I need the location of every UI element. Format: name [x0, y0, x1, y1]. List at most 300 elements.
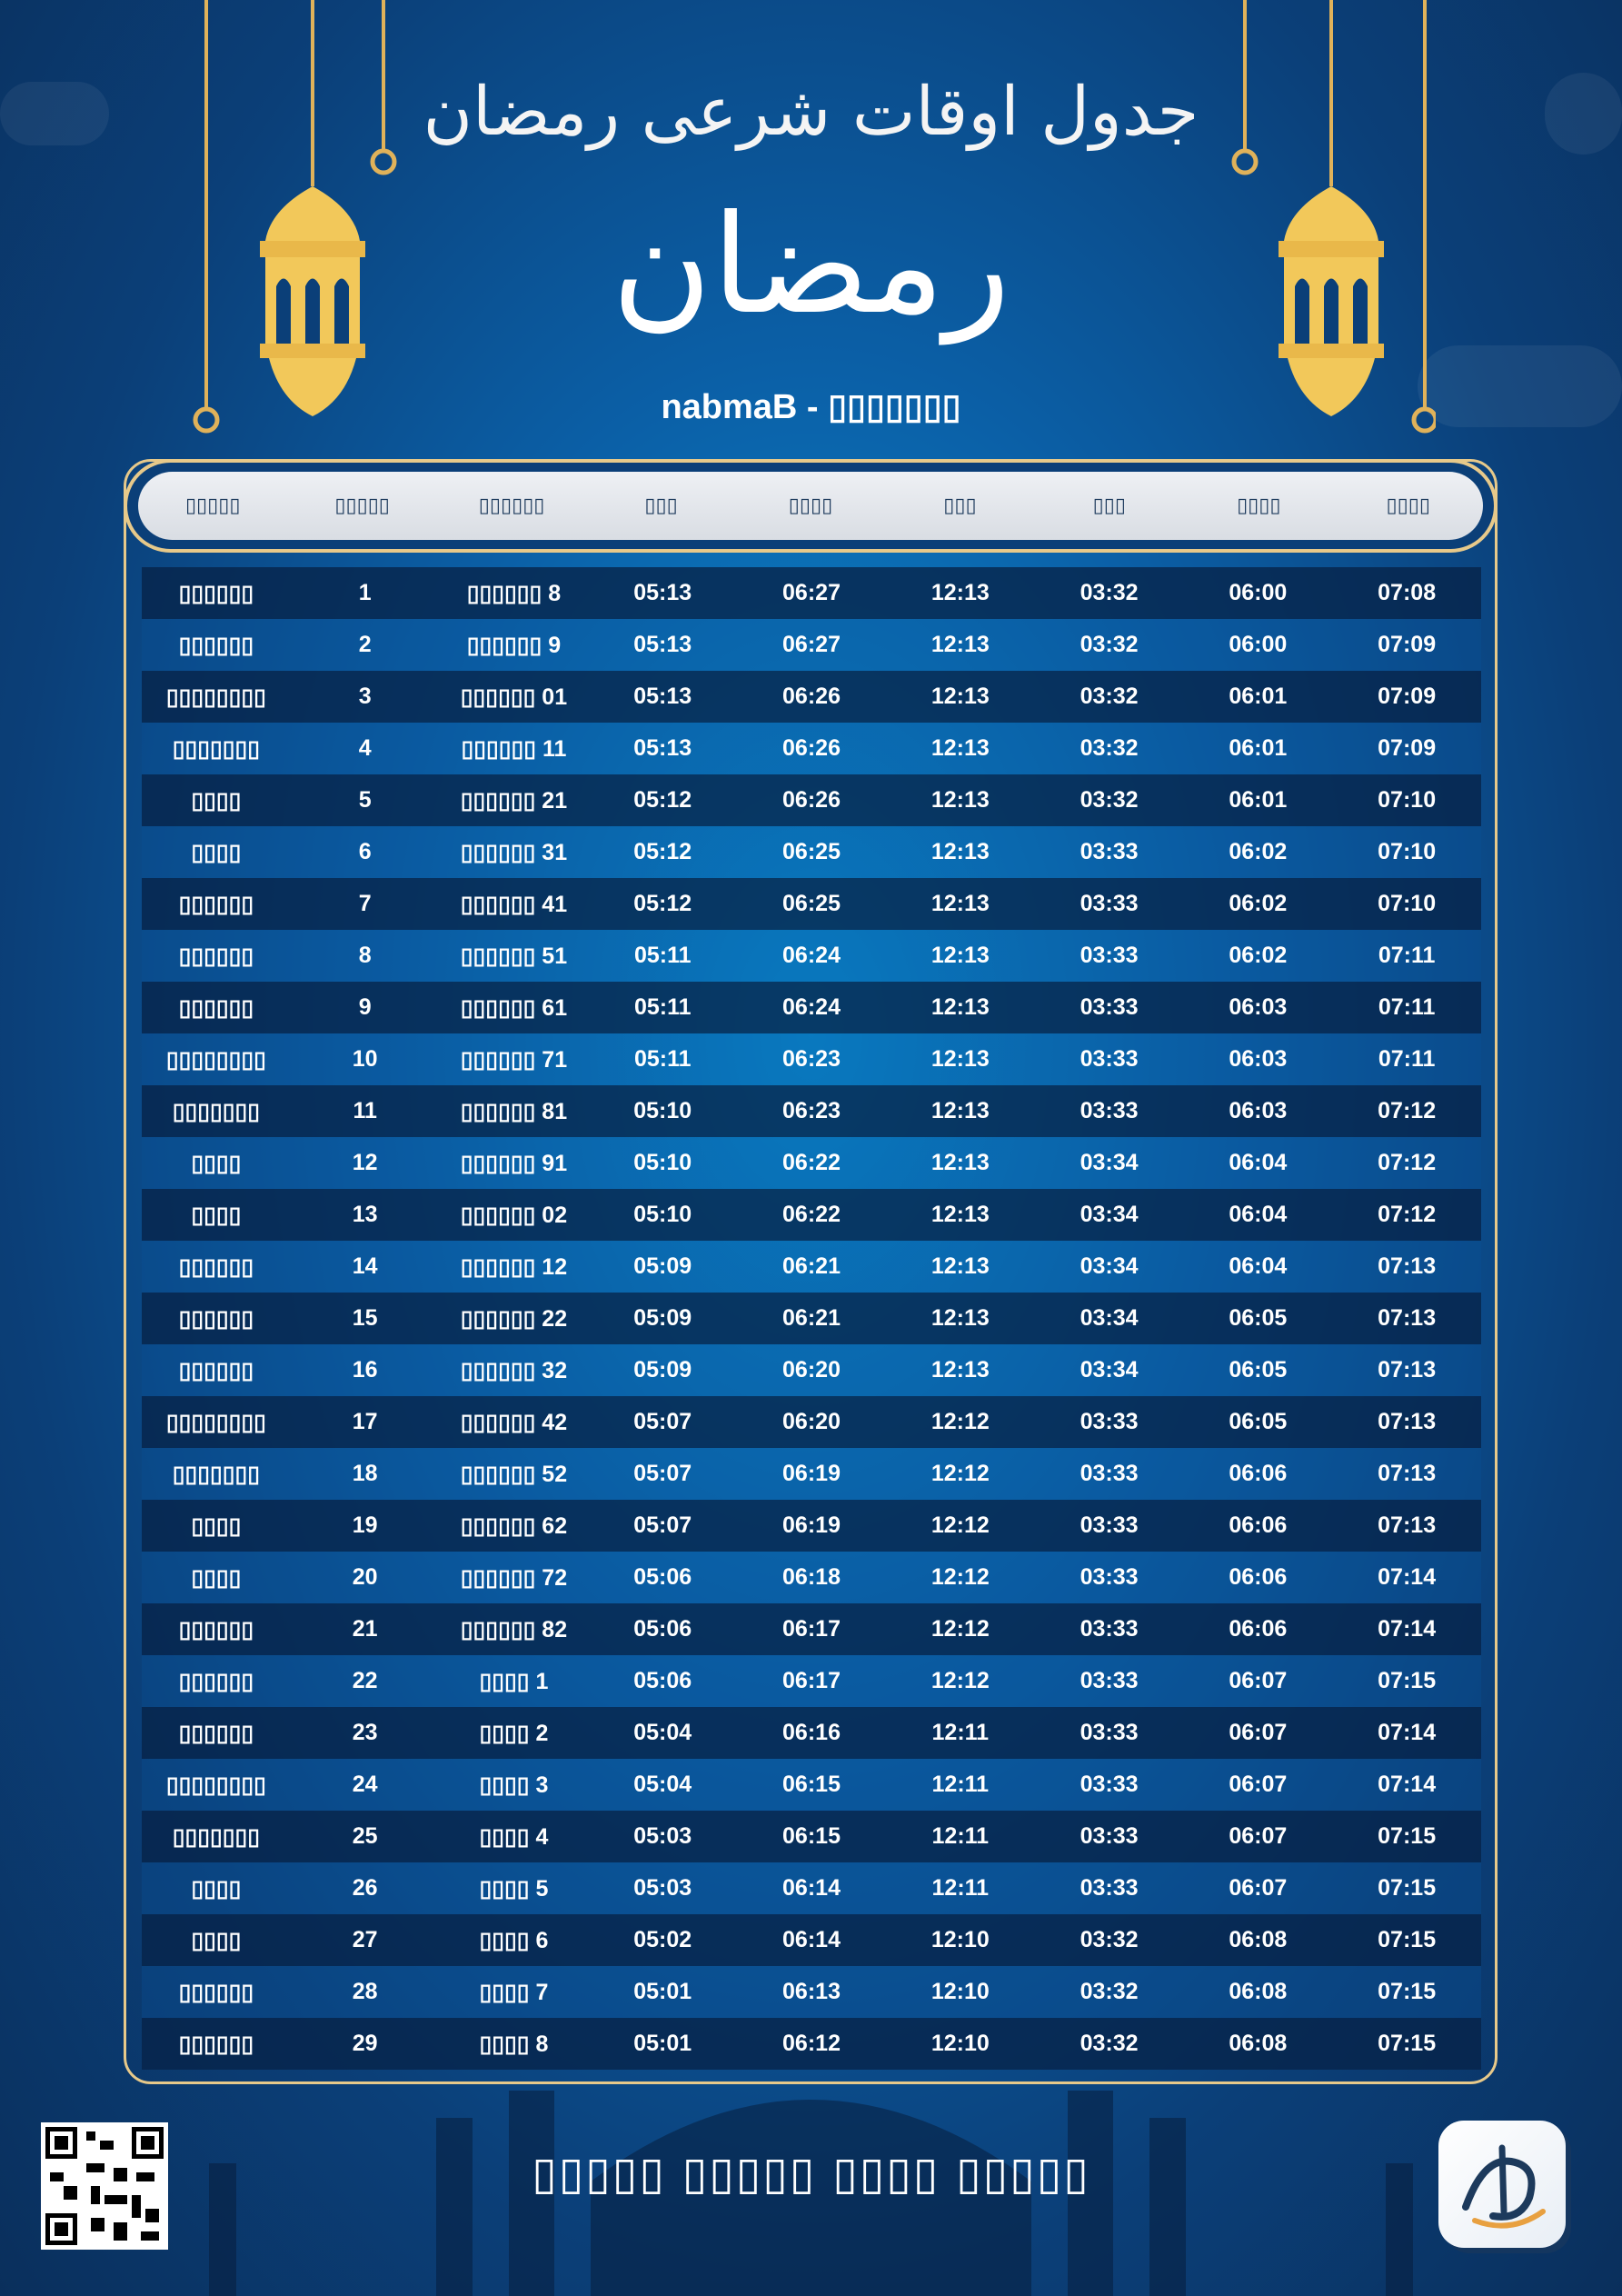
table-cell: ▯▯▯▯ 5 — [479, 1875, 549, 1902]
table-cell: ▯▯▯▯▯▯ 72 — [460, 1564, 568, 1591]
table-cell: 05:13 — [633, 735, 692, 761]
table-cell: ▯▯▯▯▯▯ 41 — [460, 891, 568, 917]
table-cell: 06:25 — [782, 891, 841, 916]
table-cell: 06:07 — [1229, 1720, 1288, 1745]
table-cell: 06:02 — [1229, 891, 1288, 916]
table-cell: 05:12 — [633, 891, 692, 916]
table-cell: 06:17 — [782, 1668, 841, 1693]
table-cell: 14 — [352, 1253, 378, 1279]
table-cell: 06:05 — [1229, 1357, 1288, 1383]
table-cell: 06:07 — [1229, 1668, 1288, 1693]
table-row — [142, 1862, 1481, 1914]
table-cell: 07:15 — [1378, 1668, 1437, 1693]
table-cell: 05:06 — [633, 1668, 692, 1693]
table-cell: 07:15 — [1378, 1927, 1437, 1952]
table-cell: 05:07 — [633, 1409, 692, 1434]
table-cell: 06:19 — [782, 1461, 841, 1486]
table-cell: 05:06 — [633, 1564, 692, 1590]
table-cell: 03:32 — [1080, 787, 1139, 813]
table-row — [142, 723, 1481, 774]
table-cell: 16 — [352, 1357, 378, 1383]
table-cell: 12:10 — [930, 1979, 990, 2004]
table-cell: ▯▯▯▯▯▯ — [178, 1616, 254, 1642]
table-cell: ▯▯▯▯▯▯ — [178, 891, 254, 917]
table-cell: 12:13 — [930, 1150, 990, 1175]
table-cell: 06:04 — [1229, 1253, 1288, 1279]
table-cell: 05:10 — [633, 1150, 692, 1175]
page-title-main: رمضان — [612, 186, 1010, 344]
table-cell: 03:33 — [1080, 1461, 1139, 1486]
table-cell: 17 — [352, 1409, 378, 1434]
table-cell: 12:11 — [931, 1720, 990, 1745]
table-cell: 05:13 — [633, 632, 692, 657]
table-cell: 13 — [352, 1202, 378, 1227]
table-cell: 05:13 — [633, 580, 692, 605]
table-cell: 06:01 — [1229, 787, 1288, 813]
table-cell: 1 — [358, 580, 372, 605]
table-cell: 06:00 — [1229, 632, 1288, 657]
table-cell: 03:33 — [1080, 1046, 1139, 1072]
table-cell: 05:01 — [633, 2031, 692, 2056]
table-cell: ▯▯▯▯▯▯▯ — [172, 1823, 261, 1850]
table-cell: ▯▯▯▯ 6 — [479, 1927, 549, 1953]
table-cell: ▯▯▯▯ — [191, 1927, 242, 1953]
table-header-inner — [138, 472, 1483, 540]
column-header: ▯▯▯ — [1092, 494, 1126, 517]
table-row — [142, 1707, 1481, 1759]
table-cell: 07:08 — [1378, 580, 1437, 605]
table-cell: 06:06 — [1229, 1564, 1288, 1590]
table-cell: 20 — [352, 1564, 378, 1590]
table-cell: 07:12 — [1378, 1150, 1437, 1175]
column-header: ▯▯▯▯▯▯ — [478, 494, 545, 517]
table-cell: 12:12 — [930, 1461, 990, 1486]
table-cell: 12:10 — [930, 2031, 990, 2056]
table-cell: ▯▯▯▯▯▯ 81 — [460, 1098, 568, 1124]
table-cell: ▯▯▯▯▯▯▯▯ — [165, 684, 266, 710]
table-row — [142, 1914, 1481, 1966]
table-cell: 21 — [352, 1616, 378, 1642]
table-cell: ▯▯▯▯▯▯▯▯ — [165, 1046, 266, 1073]
table-row — [142, 826, 1481, 878]
table-cell: ▯▯▯▯ — [191, 1150, 242, 1176]
table-cell: 12:13 — [930, 994, 990, 1020]
table-cell: 07:13 — [1378, 1512, 1437, 1538]
table-cell: 12:13 — [930, 1202, 990, 1227]
table-cell: 03:33 — [1080, 1720, 1139, 1745]
table-cell: 05:02 — [633, 1927, 692, 1952]
table-cell: 11 — [353, 1098, 377, 1123]
table-cell: 07:10 — [1378, 787, 1437, 813]
table-cell: 12:13 — [930, 1357, 990, 1383]
table-cell: ▯▯▯▯▯▯ 12 — [460, 1253, 568, 1280]
table-cell: 06:04 — [1229, 1150, 1288, 1175]
table-cell: 05:09 — [633, 1253, 692, 1279]
table-cell: 03:32 — [1080, 1927, 1139, 1952]
table-cell: ▯▯▯▯▯▯ — [178, 1668, 254, 1694]
table-cell: 06:06 — [1229, 1461, 1288, 1486]
table-cell: 07:09 — [1378, 684, 1437, 709]
table-cell: 03:33 — [1080, 1823, 1139, 1849]
table-row — [142, 930, 1481, 982]
column-header: ▯▯▯ — [644, 494, 678, 517]
table-cell: 07:14 — [1378, 1616, 1437, 1642]
table-cell: 12:13 — [930, 1046, 990, 1072]
table-cell: 05:01 — [633, 1979, 692, 2004]
table-cell: 06:18 — [782, 1564, 841, 1590]
table-cell: 9 — [358, 994, 372, 1020]
table-cell: ▯▯▯▯▯▯▯ — [172, 1098, 261, 1124]
table-cell: 03:32 — [1080, 580, 1139, 605]
table-cell: 06:06 — [1229, 1512, 1288, 1538]
table-cell: 12:11 — [931, 1772, 990, 1797]
table-cell: 8 — [358, 943, 372, 968]
table-cell: 12:12 — [930, 1409, 990, 1434]
table-cell: 05:09 — [633, 1305, 692, 1331]
footer-text: ▯▯▯▯▯ ▯▯▯▯▯ ▯▯▯▯ ▯▯▯▯▯ — [532, 2147, 1090, 2200]
table-cell: ▯▯▯▯▯▯ — [178, 994, 254, 1021]
table-cell: 06:08 — [1229, 2031, 1288, 2056]
table-cell: 03:32 — [1080, 632, 1139, 657]
table-cell: 03:34 — [1080, 1202, 1139, 1227]
table-cell: ▯▯▯▯▯▯ 22 — [460, 1305, 568, 1332]
table-cell: 05:11 — [633, 994, 692, 1020]
table-cell: ▯▯▯▯▯▯ — [178, 1720, 254, 1746]
table-cell: 23 — [352, 1720, 378, 1745]
table-cell: ▯▯▯▯▯▯ 82 — [460, 1616, 568, 1642]
mosque-silhouette-icon — [0, 1982, 1622, 2296]
table-cell: ▯▯▯▯▯▯ — [178, 943, 254, 969]
table-cell: 03:33 — [1080, 1512, 1139, 1538]
table-cell: 07:13 — [1378, 1305, 1437, 1331]
table-row — [142, 1137, 1481, 1189]
table-cell: 07:15 — [1378, 1875, 1437, 1901]
table-cell: 03:34 — [1080, 1150, 1139, 1175]
table-cell: 25 — [352, 1823, 378, 1849]
table-row — [142, 1344, 1481, 1396]
table-cell: 19 — [352, 1512, 378, 1538]
table-cell: 27 — [352, 1927, 378, 1952]
table-cell: 12:13 — [930, 580, 990, 605]
table-cell: ▯▯▯▯▯▯ 31 — [460, 839, 568, 865]
table-cell: ▯▯▯▯▯▯▯▯ — [165, 1409, 266, 1435]
table-cell: 07:13 — [1378, 1357, 1437, 1383]
table-cell: 4 — [358, 735, 372, 761]
table-cell: 06:23 — [782, 1046, 841, 1072]
table-cell: 7 — [358, 891, 372, 916]
table-cell: 06:02 — [1229, 943, 1288, 968]
table-cell: 06:16 — [782, 1720, 841, 1745]
table-cell: 06:07 — [1229, 1875, 1288, 1901]
table-cell: 06:12 — [782, 2031, 841, 2056]
table-cell: 05:06 — [633, 1616, 692, 1642]
table-cell: ▯▯▯▯▯▯▯ — [172, 1461, 261, 1487]
table-cell: 03:34 — [1080, 1253, 1139, 1279]
table-cell: 07:10 — [1378, 839, 1437, 864]
table-cell: ▯▯▯▯▯▯ 62 — [460, 1512, 568, 1539]
table-cell: ▯▯▯▯ 4 — [479, 1823, 549, 1850]
table-row — [142, 1448, 1481, 1500]
table-cell: 06:26 — [782, 787, 841, 813]
table-cell: ▯▯▯▯▯▯ 42 — [460, 1409, 568, 1435]
table-cell: 06:05 — [1229, 1305, 1288, 1331]
table-cell: 3 — [358, 684, 372, 709]
table-cell: 06:06 — [1229, 1616, 1288, 1642]
table-cell: ▯▯▯▯▯▯ 21 — [460, 787, 568, 814]
table-cell: 05:10 — [633, 1202, 692, 1227]
table-row — [142, 671, 1481, 723]
table-cell: 07:14 — [1378, 1564, 1437, 1590]
table-cell: 03:34 — [1080, 1357, 1139, 1383]
table-cell: 05:03 — [633, 1875, 692, 1901]
table-cell: 06:20 — [782, 1409, 841, 1434]
table-cell: 07:14 — [1378, 1720, 1437, 1745]
logo-calligraphy-mark — [1438, 2121, 1566, 2248]
timetable — [142, 567, 1481, 2070]
table-cell: 03:33 — [1080, 1564, 1139, 1590]
table-cell: 06:23 — [782, 1098, 841, 1123]
table-row — [142, 1241, 1481, 1293]
table-cell: 03:33 — [1080, 1098, 1139, 1123]
table-cell: 12 — [352, 1150, 378, 1175]
table-cell: ▯▯▯▯ 3 — [479, 1772, 549, 1798]
table-row — [142, 1552, 1481, 1603]
table-cell: 12:10 — [930, 1927, 990, 1952]
table-cell: 24 — [352, 1772, 378, 1797]
table-cell: 05:12 — [633, 839, 692, 864]
table-cell: 03:33 — [1080, 839, 1139, 864]
table-cell: 07:12 — [1378, 1098, 1437, 1123]
table-cell: 03:32 — [1080, 735, 1139, 761]
table-cell: 06:01 — [1229, 684, 1288, 709]
table-cell: 06:24 — [782, 943, 841, 968]
table-cell: 06:03 — [1229, 994, 1288, 1020]
table-cell: 07:10 — [1378, 891, 1437, 916]
table-cell: 06:08 — [1229, 1979, 1288, 2004]
table-cell: ▯▯▯▯ — [191, 1512, 242, 1539]
city-subtitle: nabmaB - ▯▯▯▯▯▯▯ — [661, 388, 961, 426]
table-row — [142, 1293, 1481, 1344]
table-cell: 06:27 — [782, 632, 841, 657]
table-row — [142, 567, 1481, 619]
table-cell: 03:32 — [1080, 684, 1139, 709]
table-cell: ▯▯▯▯ — [191, 1202, 242, 1228]
table-cell: ▯▯▯▯ 8 — [479, 2031, 549, 2057]
table-row — [142, 1811, 1481, 1862]
table-cell: 06:03 — [1229, 1046, 1288, 1072]
table-cell: 06:07 — [1229, 1823, 1288, 1849]
table-row — [142, 982, 1481, 1033]
table-cell: 12:13 — [930, 943, 990, 968]
table-row — [142, 1189, 1481, 1241]
table-header — [124, 459, 1498, 553]
table-cell: 03:33 — [1080, 1875, 1139, 1901]
table-row — [142, 1033, 1481, 1085]
table-cell: 06:26 — [782, 735, 841, 761]
table-cell: 06:27 — [782, 580, 841, 605]
table-cell: 06:07 — [1229, 1772, 1288, 1797]
column-header: ▯▯▯ — [943, 494, 977, 517]
table-cell: 12:12 — [930, 1668, 990, 1693]
table-cell: 03:33 — [1080, 1668, 1139, 1693]
table-cell: 05:03 — [633, 1823, 692, 1849]
table-cell: ▯▯▯▯▯▯ — [178, 1253, 254, 1280]
qr-code-icon[interactable] — [41, 2122, 168, 2250]
table-cell: 06:14 — [782, 1875, 841, 1901]
table-cell: ▯▯▯▯▯▯ 02 — [460, 1202, 568, 1228]
table-cell: 12:11 — [931, 1823, 990, 1849]
table-cell: 07:09 — [1378, 632, 1437, 657]
table-cell: 10 — [352, 1046, 378, 1072]
table-cell: ▯▯▯▯▯▯▯ — [172, 735, 261, 762]
table-cell: 12:13 — [930, 632, 990, 657]
table-cell: 03:33 — [1080, 1616, 1139, 1642]
table-cell: ▯▯▯▯▯▯ 52 — [460, 1461, 568, 1487]
table-cell: 07:13 — [1378, 1253, 1437, 1279]
table-cell: 06:15 — [782, 1772, 841, 1797]
table-cell: 03:32 — [1080, 2031, 1139, 2056]
table-cell: 05:07 — [633, 1461, 692, 1486]
table-cell: ▯▯▯▯▯▯ 61 — [460, 994, 568, 1021]
table-cell: 07:15 — [1378, 1979, 1437, 2004]
table-cell: 26 — [352, 1875, 378, 1901]
table-cell: 06:21 — [782, 1305, 841, 1331]
table-row — [142, 619, 1481, 671]
table-cell: 12:12 — [930, 1564, 990, 1590]
table-cell: 12:13 — [930, 1305, 990, 1331]
table-cell: 05:13 — [633, 684, 692, 709]
table-cell: 06:05 — [1229, 1409, 1288, 1434]
table-cell: 06:03 — [1229, 1098, 1288, 1123]
column-header: ▯▯▯▯ — [1386, 494, 1430, 517]
table-cell: 12:13 — [930, 684, 990, 709]
table-cell: ▯▯▯▯▯▯ — [178, 1305, 254, 1332]
table-cell: 07:11 — [1378, 994, 1436, 1020]
table-cell: 06:15 — [782, 1823, 841, 1849]
table-cell: ▯▯▯▯▯▯ 71 — [460, 1046, 568, 1073]
table-cell: ▯▯▯▯▯▯ 9 — [466, 632, 562, 658]
table-cell: 05:10 — [633, 1098, 692, 1123]
table-cell: 07:11 — [1378, 943, 1436, 968]
table-row — [142, 774, 1481, 826]
table-cell: ▯▯▯▯▯▯ — [178, 2031, 254, 2057]
table-cell: ▯▯▯▯ 2 — [479, 1720, 549, 1746]
table-cell: 05:11 — [633, 1046, 692, 1072]
table-cell: 03:32 — [1080, 1979, 1139, 2004]
table-cell: 06:26 — [782, 684, 841, 709]
table-cell: ▯▯▯▯ — [191, 839, 242, 865]
table-cell: ▯▯▯▯▯▯ — [178, 580, 254, 606]
table-cell: 07:13 — [1378, 1409, 1437, 1434]
table-cell: ▯▯▯▯ 7 — [479, 1979, 549, 2005]
table-cell: 06:17 — [782, 1616, 841, 1642]
table-row — [142, 1759, 1481, 1811]
table-cell: 12:13 — [930, 1098, 990, 1123]
table-cell: 06:01 — [1229, 735, 1288, 761]
table-cell: 12:13 — [930, 839, 990, 864]
table-cell: ▯▯▯▯▯▯ 8 — [466, 580, 562, 606]
page-title-top: جدول اوقات شرعی رمضان — [423, 73, 1199, 151]
table-cell: 07:12 — [1378, 1202, 1437, 1227]
table-cell: 03:34 — [1080, 1305, 1139, 1331]
table-cell: 12:12 — [930, 1616, 990, 1642]
table-cell: 07:11 — [1378, 1046, 1436, 1072]
table-cell: ▯▯▯▯▯▯ 32 — [460, 1357, 568, 1383]
table-cell: 05:11 — [633, 943, 692, 968]
table-cell: 06:13 — [782, 1979, 841, 2004]
table-cell: 22 — [352, 1668, 378, 1693]
table-cell: ▯▯▯▯ — [191, 1564, 242, 1591]
table-cell: 07:13 — [1378, 1461, 1437, 1486]
table-cell: 05:09 — [633, 1357, 692, 1383]
table-cell: 07:15 — [1378, 2031, 1437, 2056]
table-row — [142, 1500, 1481, 1552]
table-cell: 06:21 — [782, 1253, 841, 1279]
table-cell: 06:04 — [1229, 1202, 1288, 1227]
table-cell: 03:33 — [1080, 943, 1139, 968]
table-cell: ▯▯▯▯▯▯ 11 — [461, 735, 567, 762]
column-header: ▯▯▯▯▯ — [184, 494, 241, 517]
table-cell: 2 — [358, 632, 372, 657]
table-cell: 05:07 — [633, 1512, 692, 1538]
table-cell: 03:33 — [1080, 994, 1139, 1020]
table-cell: 07:09 — [1378, 735, 1437, 761]
table-cell: 06:24 — [782, 994, 841, 1020]
table-cell: 06:25 — [782, 839, 841, 864]
table-cell: 18 — [352, 1461, 378, 1486]
table-row — [142, 1396, 1481, 1448]
calligraphy-logo-icon — [1438, 2121, 1566, 2248]
table-cell: 06:19 — [782, 1512, 841, 1538]
table-cell: ▯▯▯▯▯▯ — [178, 632, 254, 658]
table-cell: 05:12 — [633, 787, 692, 813]
column-header: ▯▯▯▯ — [1237, 494, 1281, 517]
table-cell: 06:22 — [782, 1202, 841, 1227]
table-cell: 03:33 — [1080, 891, 1139, 916]
table-cell: 28 — [352, 1979, 378, 2004]
table-cell: ▯▯▯▯▯▯ 01 — [460, 684, 568, 710]
table-cell: ▯▯▯▯ 1 — [479, 1668, 549, 1694]
table-row — [142, 1603, 1481, 1655]
table-cell: 06:22 — [782, 1150, 841, 1175]
table-cell: 06:14 — [782, 1927, 841, 1952]
table-cell: 03:33 — [1080, 1409, 1139, 1434]
column-header: ▯▯▯▯ — [788, 494, 833, 517]
table-cell: 12:12 — [930, 1512, 990, 1538]
table-cell: ▯▯▯▯▯▯ — [178, 1979, 254, 2005]
table-cell: 07:14 — [1378, 1772, 1437, 1797]
table-cell: ▯▯▯▯▯▯▯▯ — [165, 1772, 266, 1798]
table-cell: 06:08 — [1229, 1927, 1288, 1952]
table-cell: 06:20 — [782, 1357, 841, 1383]
table-cell: 12:13 — [930, 1253, 990, 1279]
table-cell: ▯▯▯▯▯▯ — [178, 1357, 254, 1383]
table-cell: 12:13 — [930, 735, 990, 761]
table-cell: 05:04 — [633, 1720, 692, 1745]
qr-code-pattern — [41, 2122, 168, 2250]
table-cell: 12:13 — [930, 891, 990, 916]
table-cell: 12:13 — [930, 787, 990, 813]
table-cell: ▯▯▯▯▯▯ 51 — [460, 943, 568, 969]
table-cell: 15 — [352, 1305, 378, 1331]
column-header: ▯▯▯▯▯ — [334, 494, 390, 517]
table-cell: 07:15 — [1378, 1823, 1437, 1849]
table-cell: 5 — [358, 787, 372, 813]
table-cell: 05:04 — [633, 1772, 692, 1797]
table-cell: ▯▯▯▯ — [191, 787, 242, 814]
table-row — [142, 1655, 1481, 1707]
table-cell: ▯▯▯▯ — [191, 1875, 242, 1902]
